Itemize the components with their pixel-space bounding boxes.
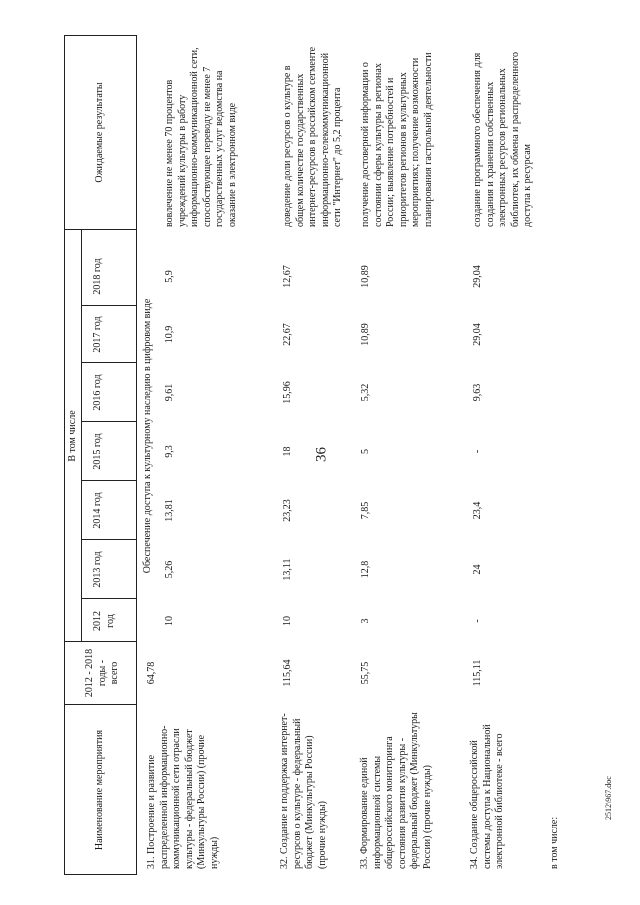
row-32-2017: 22,67 xyxy=(282,323,293,346)
row-34-2013: 24 xyxy=(472,564,483,575)
row-33-name: 33. Формирование единой информационной системы общероссийского мониторинга состояния развития культуры - федеральный бюджет (Минкультуры России) (прочие нужды) xyxy=(359,712,433,869)
row-31-2016: 9,61 xyxy=(164,383,175,402)
row-31-2018: 5,9 xyxy=(164,270,175,283)
col-divider-2014 xyxy=(81,539,136,540)
header-year-2013: 2013 год xyxy=(92,551,103,588)
row-31-total: 64,78 xyxy=(146,661,157,685)
row-33-2014: 7,85 xyxy=(360,501,371,520)
col-divider-2017 xyxy=(81,362,136,363)
header-year-2018: 2018 год xyxy=(92,258,103,295)
row-34-2012: - xyxy=(472,619,483,623)
row-31-2015: 9,3 xyxy=(164,445,175,458)
row-32-result: доведение доли ресурсов о культуре в общем количестве государственных интернет-ресурсов в российском сегменте информационно-телекоммуникационной сети "Интернет" до 5,2 процента xyxy=(282,46,343,227)
row-31-2017: 10,9 xyxy=(164,325,175,344)
row-33-total: 55,75 xyxy=(360,661,371,685)
row-34-2016: 9,63 xyxy=(472,383,483,402)
header-year-2014: 2014 год xyxy=(92,492,103,529)
row-34-result: создание программного обеспечения для создания и хранения собственных электронных ресурсов региональных библиотек, их обмена и распределенного доступа к ресурсам xyxy=(472,52,533,227)
rotated-table xyxy=(64,35,584,875)
row-33-result: получение достоверной информации о состоянии сферы культуры в регионах России; выявление потребностей и приоритетов регионов в культурных мероприятиях; получение возможности планирования гастрольной деятельности xyxy=(360,52,434,227)
row-32-2012: 10 xyxy=(282,616,293,626)
header-in-that-number: В том числе xyxy=(67,410,78,462)
row-31-2014: 13,81 xyxy=(164,499,175,522)
row-34-2018: 29,04 xyxy=(472,265,483,288)
row-33-2015: 5 xyxy=(360,449,371,454)
header-total-cell: 2012 - 2018 годы - всего xyxy=(84,648,120,698)
header-divider-years xyxy=(81,230,82,642)
row-33-2012: 3 xyxy=(360,618,371,624)
row-34-name-extra: в том числе: xyxy=(549,816,560,869)
table-top-line xyxy=(64,35,65,875)
header-year-2016: 2016 год xyxy=(92,374,103,411)
row-31-2012: 10 xyxy=(164,616,175,626)
section-title: Обеспечение доступа к культурному наследию в цифровом виде xyxy=(142,298,153,574)
row-31-name: 31. Построение и развитие распределенной информационно-коммуникационной сети отрасли культуры - федеральный бюджет (Минкультуры России) (прочие нужды) xyxy=(146,725,220,869)
header-name: Наименование мероприятия xyxy=(94,729,105,851)
col-divider-2016 xyxy=(81,421,136,422)
row-34-total: 115,11 xyxy=(472,659,483,687)
col-divider-2013 xyxy=(81,598,136,599)
row-31-result: вовлечение не менее 70 процентов учреждений культуры в работу информационно-коммуникационной сети, способствующее переводу не менее 7 государственных услуг ведомства на оказание в электронном виде xyxy=(164,47,238,227)
row-33-2018: 10,89 xyxy=(360,265,371,288)
header-bottom-line xyxy=(136,35,137,875)
footer-file-code: 2512\967.doc xyxy=(604,776,613,820)
col-divider-2018 xyxy=(81,305,136,306)
page-number: 36 xyxy=(313,447,330,462)
header-year-2015: 2015 год xyxy=(92,433,103,470)
col-divider-2015 xyxy=(81,480,136,481)
row-32-2016: 15,96 xyxy=(282,381,293,404)
row-34-name: 34. Создание общероссийской системы доступа к Национальной электронной библиотеке - всего xyxy=(469,724,505,869)
row-32-2014: 23,23 xyxy=(282,499,293,522)
row-32-2013: 13,11 xyxy=(282,558,293,581)
header-year-2012: 2012 год xyxy=(92,611,116,631)
row-33-2017: 10,89 xyxy=(360,323,371,346)
row-33-2013: 12,8 xyxy=(360,560,371,579)
header-year-2017: 2017 год xyxy=(92,316,103,353)
row-32-2015: 18 xyxy=(282,446,293,457)
row-32-2018: 12,67 xyxy=(282,265,293,288)
row-34-2014: 23,4 xyxy=(472,501,483,520)
row-33-2016: 5,32 xyxy=(360,383,371,402)
row-32-name: 32. Создание и поддержка интернет-ресурсов о культуре - федеральный бюджет (Минкультуры России) (прочие нужды) xyxy=(279,713,328,869)
row-34-2017: 29,04 xyxy=(472,323,483,346)
row-32-total: 115,64 xyxy=(282,659,293,687)
row-34-2015: - xyxy=(472,449,483,454)
header-results: Ожидаемые результаты xyxy=(94,82,105,183)
row-31-2013: 5,26 xyxy=(164,560,175,579)
